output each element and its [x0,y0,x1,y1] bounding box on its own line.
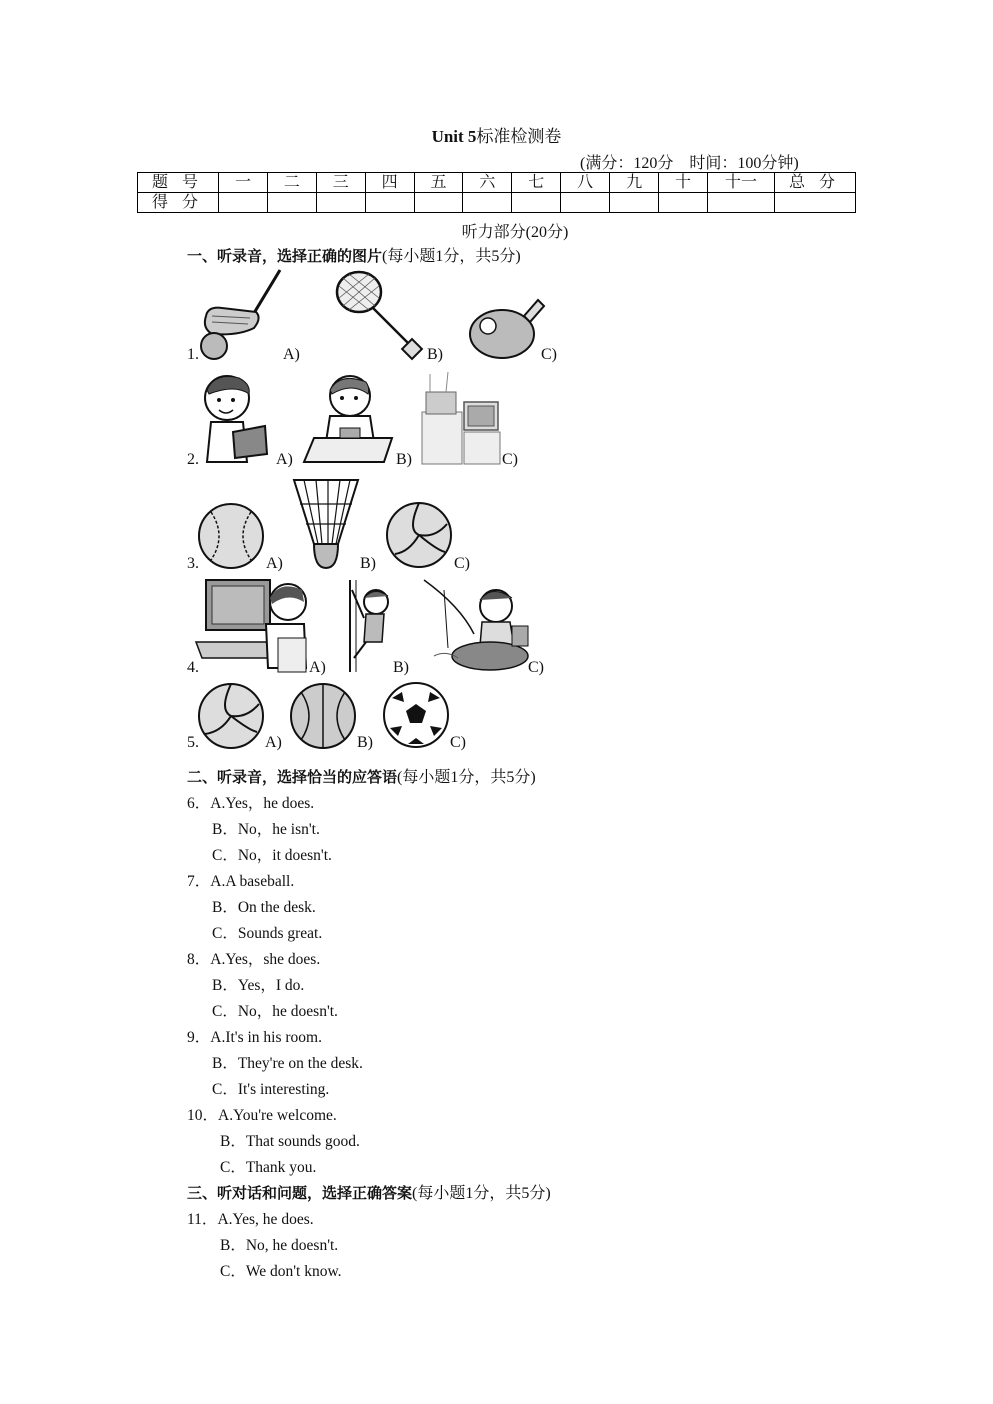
option-label[interactable]: A) [276,451,293,468]
option-label[interactable]: C) [541,346,557,363]
option-label[interactable]: C) [454,555,470,572]
option-a[interactable]: A.Yes, he does. [217,1211,314,1228]
score-total-label: 总分 [775,173,856,193]
option-c[interactable]: C．Sounds great. [212,925,323,942]
option-b[interactable]: B．On the desk. [212,899,316,916]
option-a[interactable]: A.It's in his room. [210,1029,322,1046]
option-a[interactable]: A.Yes，he does. [210,795,315,812]
score-cell[interactable] [414,193,463,213]
score-table-header-row [138,173,856,193]
shuttlecock-icon [290,474,362,572]
option-a[interactable]: A.You're welcome. [218,1107,337,1124]
score-col: 一 [219,173,268,193]
option-c[interactable]: C．It's interesting. [212,1081,330,1098]
option-label[interactable]: B) [427,346,443,363]
question-6: 6．A.Yes，he does. [187,795,315,812]
score-cell[interactable] [775,193,856,213]
option-label[interactable]: C) [450,734,466,751]
score-table-row-label: 题号 [138,173,219,193]
option-label[interactable]: A) [265,734,282,751]
option-b[interactable]: B．They're on the desk. [212,1055,363,1072]
item-number: 3. [187,555,199,572]
boy-making-model-icon [300,372,396,466]
score-col: 十一 [708,173,775,193]
score-col: 七 [512,173,561,193]
score-cell[interactable] [267,193,316,213]
question-8: 8．A.Yes，she does. [187,951,321,968]
section3-heading: 三、听对话和问题，选择正确答案(每小题1分，共5分) [187,1184,551,1202]
score-table-value-row [138,193,856,213]
score-cell[interactable] [463,193,512,213]
question-10: 10．A.You're welcome. [187,1107,337,1124]
question-7: 7．A.A baseball. [187,873,295,890]
question-11: 11．A.Yes, he does. [187,1211,314,1228]
score-cell[interactable] [659,193,708,213]
boy-reading-icon [195,372,275,464]
score-col: 三 [316,173,365,193]
score-cell[interactable] [610,193,659,213]
option-b[interactable]: B．No，he isn't. [212,821,320,838]
badminton-racket-icon [333,270,433,362]
item-number: 5. [187,734,199,751]
section1-heading: 一、听录音，选择正确的图片(每小题1分，共5分) [187,247,521,265]
option-b[interactable]: B．No, he doesn't. [220,1237,339,1254]
score-cell[interactable] [219,193,268,213]
baseball-icon [197,502,267,572]
option-label[interactable]: B) [396,451,412,468]
section2-heading: 二、听录音，选择恰当的应答语(每小题1分，共5分) [187,768,536,786]
option-c[interactable]: C．No，it doesn't. [212,847,332,864]
score-col: 九 [610,173,659,193]
option-c[interactable]: C．Thank you. [220,1159,317,1176]
score-cell[interactable] [316,193,365,213]
option-c[interactable]: C．No，he doesn't. [212,1003,338,1020]
score-col: 十 [659,173,708,193]
option-b[interactable]: B．That sounds good. [220,1133,360,1150]
boy-computer-icon [196,578,310,674]
option-label[interactable]: A) [266,555,283,572]
item-number: 4. [187,659,199,676]
option-b[interactable]: B．Yes，I do. [212,977,305,994]
listening-part-heading: 听力部分(20分) [461,224,569,241]
score-col: 二 [267,173,316,193]
basketball-icon [289,682,359,752]
score-table [137,172,856,213]
option-label[interactable]: A) [283,346,300,363]
volleyball-icon [385,500,455,572]
score-cell[interactable] [561,193,610,213]
option-label[interactable]: B) [357,734,373,751]
option-label[interactable]: C) [528,659,544,676]
question-9: 9．A.It's in his room. [187,1029,322,1046]
score-cell[interactable] [512,193,561,213]
soccer-ball-icon [382,680,452,752]
score-table-row-label: 得分 [138,193,219,213]
option-c[interactable]: C．We don't know. [220,1263,342,1280]
score-col: 五 [414,173,463,193]
option-label[interactable]: A) [309,659,326,676]
desk-computer-icon [420,372,502,466]
score-col: 六 [463,173,512,193]
ping-pong-paddle-icon [468,296,546,362]
volleyball-icon [197,682,267,752]
option-a[interactable]: A.A baseball. [210,873,295,890]
item-number: 1. [187,346,199,363]
option-label[interactable]: B) [393,659,409,676]
golf-club-icon [198,268,288,363]
score-col: 四 [365,173,414,193]
item-number: 2. [187,451,199,468]
score-cell[interactable] [365,193,414,213]
boy-climbing-pole-icon [340,578,396,674]
option-label[interactable]: C) [502,451,518,468]
option-a[interactable]: A.Yes，she does. [210,951,321,968]
score-col: 八 [561,173,610,193]
option-label[interactable]: B) [360,555,376,572]
score-cell[interactable] [708,193,775,213]
page-title: Unit 5标准检测卷 [431,127,562,146]
boy-fishing-icon [420,576,532,674]
page-subtitle: (满分：120分 时间：100分钟) [580,155,799,172]
